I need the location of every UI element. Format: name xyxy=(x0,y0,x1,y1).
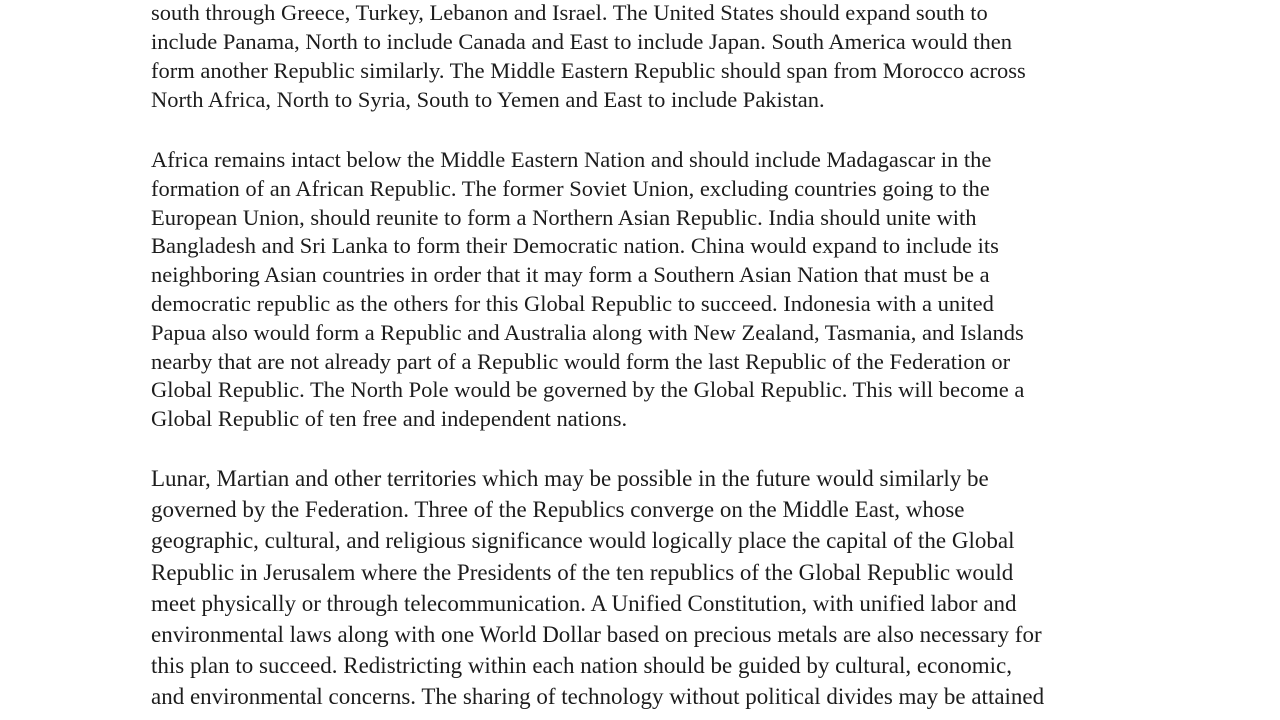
text-line: geographic, cultural, and religious significance would logically place the capital of the Global xyxy=(151,528,1015,554)
text-line: Bangladesh and Sri Lanka to form their Democratic nation. China would expand to include its xyxy=(151,233,999,259)
text-line: nearby that are not already part of a Republic would form the last Republic of the Federation or xyxy=(151,348,1011,374)
text-line: European Union, should reunite to form a Northern Asian Republic. India should unite with xyxy=(151,204,977,230)
text-line: Republic in Jerusalem where the Presidents of the ten republics of the Global Republic would xyxy=(151,559,1014,585)
text-line: and environmental concerns. The sharing of technology without political divides may be attained xyxy=(151,684,1045,710)
text-line: Lunar, Martian and other territories which may be possible in the future would similarly be xyxy=(151,466,989,491)
text-line: meet physically or through telecommunication. A Unified Constitution, with unified labor and xyxy=(151,590,1017,616)
paragraph-federation-capital xyxy=(151,463,1141,713)
text-line: form another Republic similarly. The Middle Eastern Republic should span from Morocco across xyxy=(151,57,1026,83)
text-line: Papua also would form a Republic and Australia along with New Zealand, Tasmania, and Islands xyxy=(151,319,1024,345)
text-line: neighboring Asian countries in order that it may form a Southern Asian Nation that must be a xyxy=(151,262,990,288)
paragraph-republics-west xyxy=(151,0,1141,115)
text-line: governed by the Federation. Three of the Republics converge on the Middle East, whose xyxy=(151,497,965,523)
text-line: this plan to succeed. Redistricting within each nation should be guided by cultural, economic, xyxy=(151,653,1013,679)
paragraph-republics-east xyxy=(151,146,1141,434)
text-line: south through Greece, Turkey, Lebanon and Israel. The United States should expand south to xyxy=(151,0,988,25)
text-line: democratic republic as the others for this Global Republic to succeed. Indonesia with a united xyxy=(151,290,994,316)
text-line: North Africa, North to Syria, South to Yemen and East to include Pakistan. xyxy=(151,86,825,112)
text-line: environmental laws along with one World Dollar based on precious metals are also necessary for xyxy=(151,621,1042,647)
text-line: include Panama, North to include Canada and East to include Japan. South America would then xyxy=(151,28,1013,54)
text-line: formation of an African Republic. The former Soviet Union, excluding countries going to the xyxy=(151,175,990,201)
text-line: Global Republic of ten free and independent nations. xyxy=(151,406,628,432)
text-line: Global Republic. The North Pole would be governed by the Global Republic. This will become a xyxy=(151,377,1025,403)
text-line: Africa remains intact below the Middle Eastern Nation and should include Madagascar in the xyxy=(151,147,992,172)
